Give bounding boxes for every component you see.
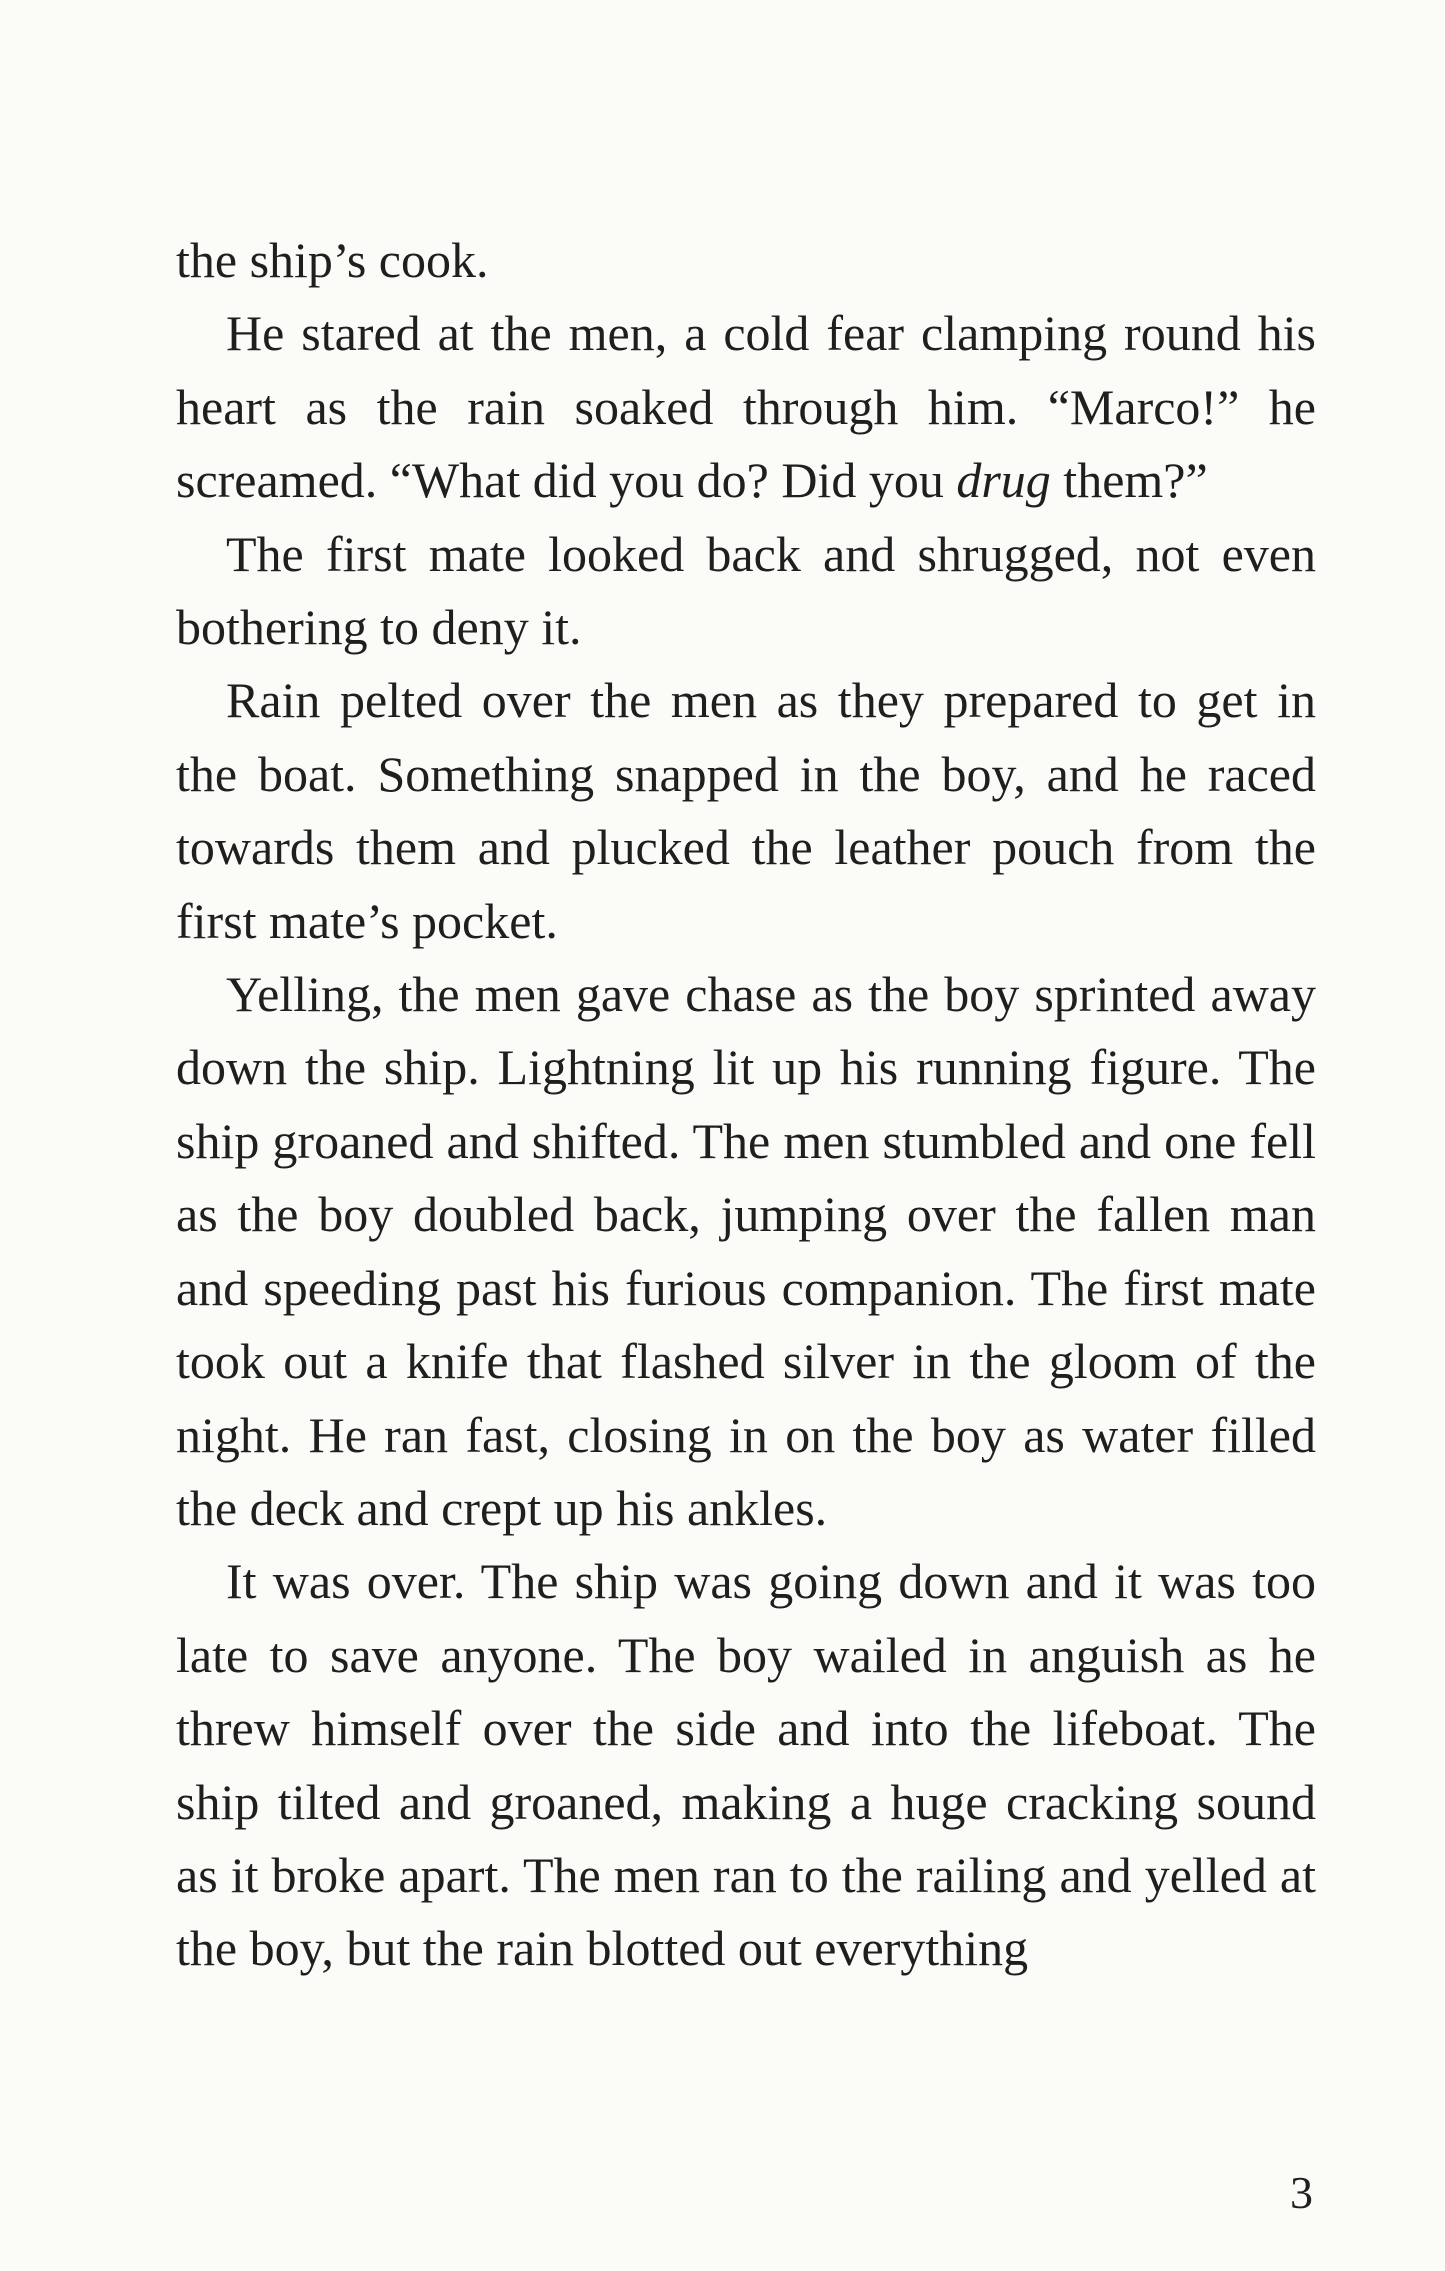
body-text xyxy=(176,224,1316,1986)
text-run: the ship’s cook. xyxy=(176,232,489,288)
text-run: them?” xyxy=(1050,452,1208,509)
text-run: Yelling, the men gave chase as the boy sprinted away down the ship. Lightning lit up his running figure. The ship groaned and shifted. The men stumbled and one fell as the boy doubled back, jumping over the fallen man and speeding past his furious companion. The first mate took out a knife that flashed silver in the gloom of the night. He ran fast, closing in on the boy as water filled the deck and crept up his ankles. xyxy=(176,966,1316,1536)
paragraph xyxy=(176,1545,1316,1985)
text-run: The first mate looked back and shrugged, not even bothering to deny it. xyxy=(176,525,1316,656)
paragraph xyxy=(176,664,1316,958)
paragraph xyxy=(176,518,1316,665)
italic-text: drug xyxy=(956,452,1051,509)
paragraph xyxy=(176,297,1316,517)
text-run: It was over. The ship was going down and it was too late to save anyone. The boy wailed in anguish as he threw himself over the side and into the lifeboat. The ship tilted and groaned, making a huge cracking sound as it broke apart. The men ran to the railing and yelled at the boy, but the rain blotted out everything xyxy=(176,1553,1316,1977)
text-run: Rain pelted over the men as they prepared to get in the boat. Something snapped in the boy, and he raced towards them and plucked the leather pouch from the first mate’s pocket. xyxy=(176,672,1316,949)
text-run: He stared at the men, a cold fear clamping round his heart as the rain soaked through him. “Marco!” he screamed. “What did you do? Did you xyxy=(176,305,1316,509)
paragraph xyxy=(176,224,1316,297)
page-number: 3 xyxy=(1290,2167,1313,2218)
paragraph xyxy=(176,958,1316,1545)
